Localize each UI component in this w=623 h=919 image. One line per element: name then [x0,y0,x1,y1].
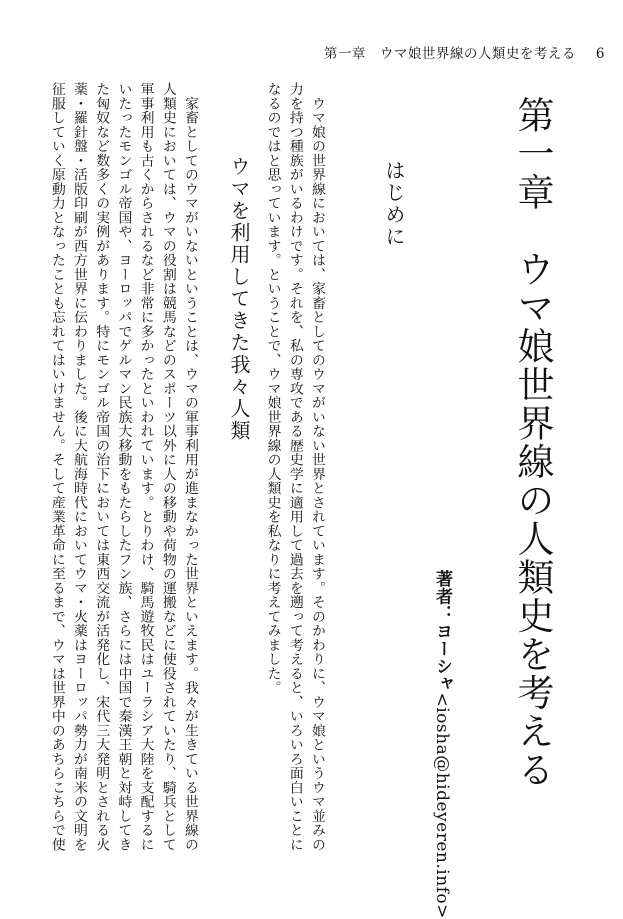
introduction-paragraph: ウマ娘の世界線においては、家畜としてのウマがいない世界とされています。そのかわりに、ウマ娘というウマ並みの 力を持つ種族がいるわけです。それを、私の専攻である歴史学に適用して過去を遡って考えると、いろいろ面白いことに なるのではと思っています。ということで、ウマ娘世界線の人類史を私なりに考えてみました。 [264,82,325,852]
author-name: 著者：ヨーシャ [432,570,452,693]
author-email: <iosha@hideyeren.info> [432,692,452,919]
page-number: 6 [595,46,605,62]
chapter-title: 第一章 ウマ娘世界線の人類史を考える [511,96,554,789]
section-heading-horse-use: ウマを利用してきた我々人類 [227,156,251,442]
section-heading-introduction: はじめに [382,160,406,248]
author-line [433,570,450,919]
horse-use-paragraph: 家畜としてのウマがいないということは、ウマの軍事利用が進まなかった世界といえます。我々が生きている世界線の 人類史においては、ウマの役割は競馬などのスポーツ以外に人の移動や荷物の運搬などに使役されていたり、騎兵として 軍事利用も古くからされるなど非常に多かったといわれています。とりわけ、騎馬遊牧民はユーラシア大陸を支配するに いたったモンゴル帝国や、ヨーロッパでゲルマン民族大移動をもたらしたフン族、さらには中国で秦漢王朝と対峙してき た匈奴など数多くの実例があります。特にモンゴル帝国の治下においては東西交流が活発化し、宋代三大発明とされる火 薬・羅針盤・活版印刷が西方世界に伝わりました。後に大航海時代においてウマ・火薬はヨーロッパ勢力が南米の文明を 征服していく原動力となったことも忘れてはいけません。そして産業革命に至るまで、ウマは世界中のあちらこちらで使 [48,82,198,852]
running-header [324,42,605,62]
running-title: 第一章 ウマ娘世界線の人類史を考える [323,46,576,62]
